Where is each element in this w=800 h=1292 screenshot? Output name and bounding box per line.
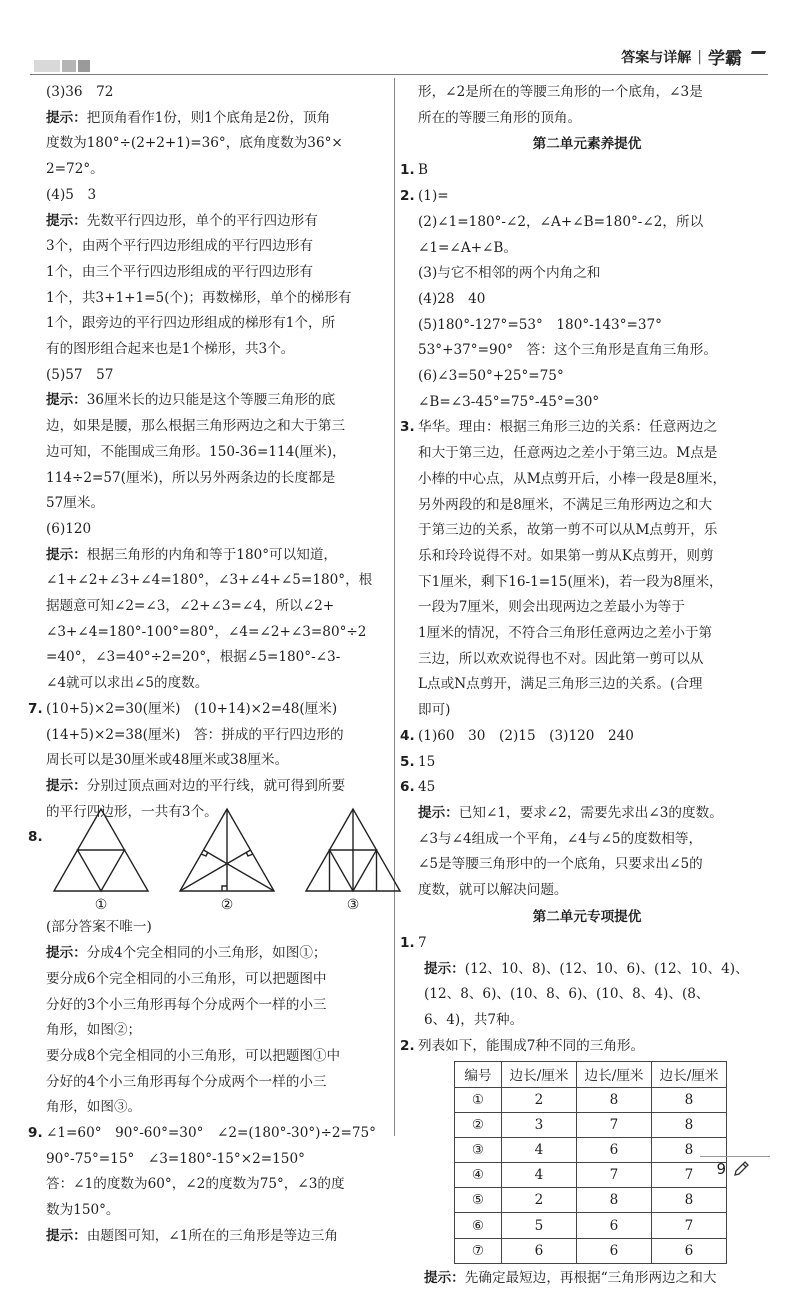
left-column bbox=[30, 80, 388, 1250]
hint-line: 提示：分别过顶点画对边的平行线，就可得到所要 bbox=[46, 777, 346, 794]
figure-label: ② bbox=[220, 897, 234, 914]
hint-line: 提示：分成4个完全相同的小三角形，如图①； bbox=[46, 945, 327, 962]
answer-line: 另外两段的和是8厘米，不满足三角形两边之和大 bbox=[418, 496, 713, 513]
answer-1: 1. B bbox=[400, 162, 428, 179]
hint-line: 提示：根据三角形的内角和等于180°可以知道， bbox=[46, 546, 338, 563]
hint-line: =40°，∠3=40°÷2=20°，根据∠5=180°-∠3- bbox=[46, 649, 341, 666]
hint-line: 边可知，不能围成三角形。150-36=114(厘米)， bbox=[46, 443, 346, 460]
hint-line: 角形，如图②； bbox=[46, 1022, 142, 1039]
hint-line: 形，∠2是所在的等腰三角形的一个底角，∠3是 bbox=[418, 84, 703, 100]
figure-2 bbox=[178, 807, 276, 915]
answer-line: ∠1=∠A+∠B。 bbox=[418, 239, 517, 256]
hint-line: 114÷2=57(厘米)，所以另外两条边的长度都是 bbox=[46, 469, 336, 486]
section-heading: 第二单元专项提优 bbox=[532, 908, 642, 925]
hint-line: 边，如果是腰，那么根据三角形两边之和大于第三 bbox=[46, 418, 346, 435]
hint-line: 要分成8个完全相同的小三角形，可以把题图①中 bbox=[46, 1047, 341, 1064]
table-row: ③ 4 6 8 bbox=[455, 1137, 727, 1162]
question-number: 8. bbox=[28, 829, 43, 846]
table-row: ⑤ 2 8 8 bbox=[455, 1188, 727, 1213]
triangle-figures bbox=[30, 807, 388, 915]
pencil-icon bbox=[732, 1160, 750, 1178]
answer-line: (2)∠1=180°-∠2，∠A+∠B=180°-∠2，所以 bbox=[418, 213, 704, 230]
question-number: 9. bbox=[28, 1125, 43, 1142]
answer-line: (5)180°-127°=53° 180°-143°=37° bbox=[418, 316, 662, 333]
footer-rule bbox=[700, 1156, 770, 1157]
answer-line: (3)36 72 bbox=[46, 84, 114, 100]
header-decoration-block bbox=[78, 60, 90, 72]
table-header: 边长/厘米 bbox=[502, 1062, 577, 1087]
answer-line: 1厘米的情况，不符合三角形任意两边之差小于第 bbox=[418, 625, 713, 642]
table-header: 边长/厘米 bbox=[652, 1062, 727, 1087]
hint-line: 6、4)，共7种。 bbox=[424, 1011, 524, 1028]
hint-line: 度数，就可以解决问题。 bbox=[418, 882, 568, 899]
answer-line: 即可) bbox=[418, 702, 451, 719]
figure-label: ① bbox=[94, 897, 108, 914]
answer-line: 一段为7厘米，则会出现两边之差最小为等于 bbox=[418, 599, 685, 616]
hint-line: 据题意可知∠2=∠3，∠2+∠3=∠4，所以∠2+ bbox=[46, 598, 335, 615]
answer-line: 小棒的中心点，从M点剪开后，小棒一段是8厘米， bbox=[418, 470, 727, 487]
table-header: 编号 bbox=[455, 1062, 502, 1087]
header-separator: | bbox=[697, 48, 702, 65]
figure-3 bbox=[304, 807, 402, 915]
answer-line: 数为150°。 bbox=[46, 1202, 120, 1219]
graduation-cap-icon bbox=[748, 51, 766, 62]
answer-1: 1. 7 bbox=[400, 934, 427, 951]
header-decoration-block bbox=[62, 60, 76, 72]
answer-line: (6)∠3=50°+25°=75° bbox=[418, 368, 564, 385]
answer-line: (6)120 bbox=[46, 520, 92, 537]
hint-line: 提示：先确定最短边，再根据“三角形两边之和大 bbox=[424, 1269, 717, 1286]
hint-line: 的平行四边形，一共有3个。 bbox=[46, 803, 218, 820]
answer-line: L点或N点剪开，满足三角形三边的关系。(合理 bbox=[418, 676, 703, 693]
hint-line: 有的图形组合起来也是1个梯形，共3个。 bbox=[46, 341, 295, 358]
triangle-sides-table bbox=[454, 1061, 727, 1264]
answer-line: 53°+37°=90° 答：这个三角形是直角三角形。 bbox=[418, 342, 717, 359]
triangle-figure-1 bbox=[52, 807, 150, 895]
hint-line: ∠5是等腰三角形中的一个底角，只要求出∠5的 bbox=[418, 856, 703, 873]
header-rule bbox=[30, 74, 768, 75]
answer-line: (5)57 57 bbox=[46, 366, 114, 383]
answer-line: 周长可以是30厘米或48厘米或38厘米。 bbox=[46, 752, 289, 769]
triangle-figure-3 bbox=[304, 807, 402, 895]
answer-line: 90°-75°=15° ∠3=180°-15°×2=150° bbox=[46, 1150, 305, 1167]
hint-line: 1个，跟旁边的平行四边形组成的梯形有1个，所 bbox=[46, 315, 336, 332]
table-row: ④ 4 7 7 bbox=[455, 1163, 727, 1188]
page-number bbox=[716, 1160, 750, 1178]
answer-line: (4)28 40 bbox=[418, 290, 486, 307]
hint-line: 提示：(12、10、8)、(12、10、6)、(12、10、4)、 bbox=[424, 960, 749, 977]
answer-line: (3)与它不相邻的两个内角之和 bbox=[418, 265, 601, 282]
hint-line: 1个，共3+1+1=5(个)；再数梯形，单个的梯形有 bbox=[46, 289, 352, 306]
header-decoration-block bbox=[34, 60, 60, 72]
answer-3: 3. 华华。理由：根据三角形三边的关系：任意两边之 bbox=[400, 419, 718, 436]
hint-line: ∠1+∠2+∠3+∠4=180°，∠3+∠4+∠5=180°，根 bbox=[46, 572, 373, 589]
column-divider bbox=[394, 78, 395, 1136]
note-line: (部分答案不唯一) bbox=[46, 919, 152, 936]
hint-line: 57厘米。 bbox=[46, 495, 105, 512]
hint-line: 2=72°。 bbox=[46, 161, 104, 178]
table-row: ① 2 8 8 bbox=[455, 1087, 727, 1112]
hint-line: 分好的4个小三角形再每个分成两个一样的小三 bbox=[46, 1073, 327, 1090]
triangle-figure-2 bbox=[178, 807, 276, 895]
table-row: ② 3 7 8 bbox=[455, 1112, 727, 1137]
answer-5: 5. 15 bbox=[400, 753, 436, 770]
answer-line: ∠B=∠3-45°=75°-45°=30° bbox=[418, 393, 600, 410]
section-heading: 第二单元素养提优 bbox=[532, 136, 642, 153]
question-9: 9. ∠1=60° 90°-60°=30° ∠2=(180°-30°)÷2=75° bbox=[30, 1121, 388, 1147]
hint-line: 1个，由三个平行四边形组成的平行四边形有 bbox=[46, 263, 313, 280]
hint-line: 要分成6个完全相同的小三角形，可以把题图中 bbox=[46, 970, 327, 987]
figure-label: ③ bbox=[346, 897, 360, 914]
answer-line: 下1厘米，剩下16-1=15(厘米)，若一段为8厘米， bbox=[418, 573, 723, 590]
answer-line: 乐和玲玲说得不对。如果第一剪从K点剪开，则剪 bbox=[418, 547, 714, 564]
hint-line: 提示：36厘米长的边只能是这个等腰三角形的底 bbox=[46, 392, 336, 409]
right-column bbox=[402, 80, 772, 1292]
table-row: ⑥ 5 6 7 bbox=[455, 1213, 727, 1238]
brand-logo-text: 学霸 bbox=[708, 49, 742, 69]
question-number: 7. bbox=[28, 700, 43, 717]
page-number-text: 9 bbox=[716, 1160, 726, 1178]
hint-line: 3个，由两个平行四边形组成的平行四边形有 bbox=[46, 238, 313, 255]
answer-line: (14+5)×2=38(厘米) 答：拼成的平行四边形的 bbox=[46, 726, 344, 743]
answer-line: 和大于第三边，任意两边之差小于第三边。M点是 bbox=[418, 445, 718, 462]
hint-line: 度数为180°÷(2+2+1)=36°，底角度数为36°× bbox=[46, 135, 343, 152]
answer-6: 6. 45 bbox=[400, 779, 436, 796]
hint-line: ∠3+∠4=180°-100°=80°，∠4=∠2+∠3=80°÷2 bbox=[46, 623, 367, 640]
answer-line: 三边，所以欢欢说得也不对。因此第一剪可以从 bbox=[418, 650, 704, 667]
answer-4: 4. (1)60 30 (2)15 (3)120 240 bbox=[400, 727, 634, 744]
hint-line: 分好的3个小三角形再每个分成两个一样的小三 bbox=[46, 996, 327, 1013]
page-header bbox=[621, 44, 764, 69]
hint-line: 提示：把顶角看作1份，则1个底角是2份，顶角 bbox=[46, 109, 331, 126]
hint-line: ∠3与∠4组成一个平角，∠4与∠5的度数相等， bbox=[418, 830, 703, 847]
table-header-row bbox=[455, 1062, 727, 1087]
answer-line: (4)5 3 bbox=[46, 186, 97, 203]
table-row: ⑦ 6 6 6 bbox=[455, 1238, 727, 1263]
answer-line: 答：∠1的度数为60°，∠2的度数为75°，∠3的度 bbox=[46, 1176, 345, 1193]
question-7: 7. (10+5)×2=30(厘米) (10+14)×2=48(厘米) bbox=[30, 697, 388, 723]
hint-line: 提示：由题图可知，∠1所在的三角形是等边三角 bbox=[46, 1227, 338, 1244]
header-title: 答案与详解 bbox=[621, 49, 692, 66]
answer-2: 2. 列表如下，能围成7种不同的三角形。 bbox=[400, 1037, 645, 1054]
hint-line: 提示：先数平行四边形，单个的平行四边形有 bbox=[46, 212, 318, 229]
hint-line: ∠4就可以求出∠5的度数。 bbox=[46, 675, 209, 692]
hint-line: 提示：已知∠1，要求∠2，需要先求出∠3的度数。 bbox=[418, 804, 723, 821]
table-header: 边长/厘米 bbox=[577, 1062, 652, 1087]
hint-line: 角形，如图③。 bbox=[46, 1099, 142, 1116]
figure-1 bbox=[52, 807, 150, 915]
answer-line: 于第三边的关系，故第一剪不可以从M点剪开，乐 bbox=[418, 522, 718, 539]
hint-line: (12、8、6)、(10、8、6)、(10、8、4)、(8、 bbox=[424, 986, 710, 1003]
answer-2: 2. (1)= bbox=[400, 188, 449, 205]
hint-line: 所在的等腰三角形的顶角。 bbox=[418, 109, 582, 126]
